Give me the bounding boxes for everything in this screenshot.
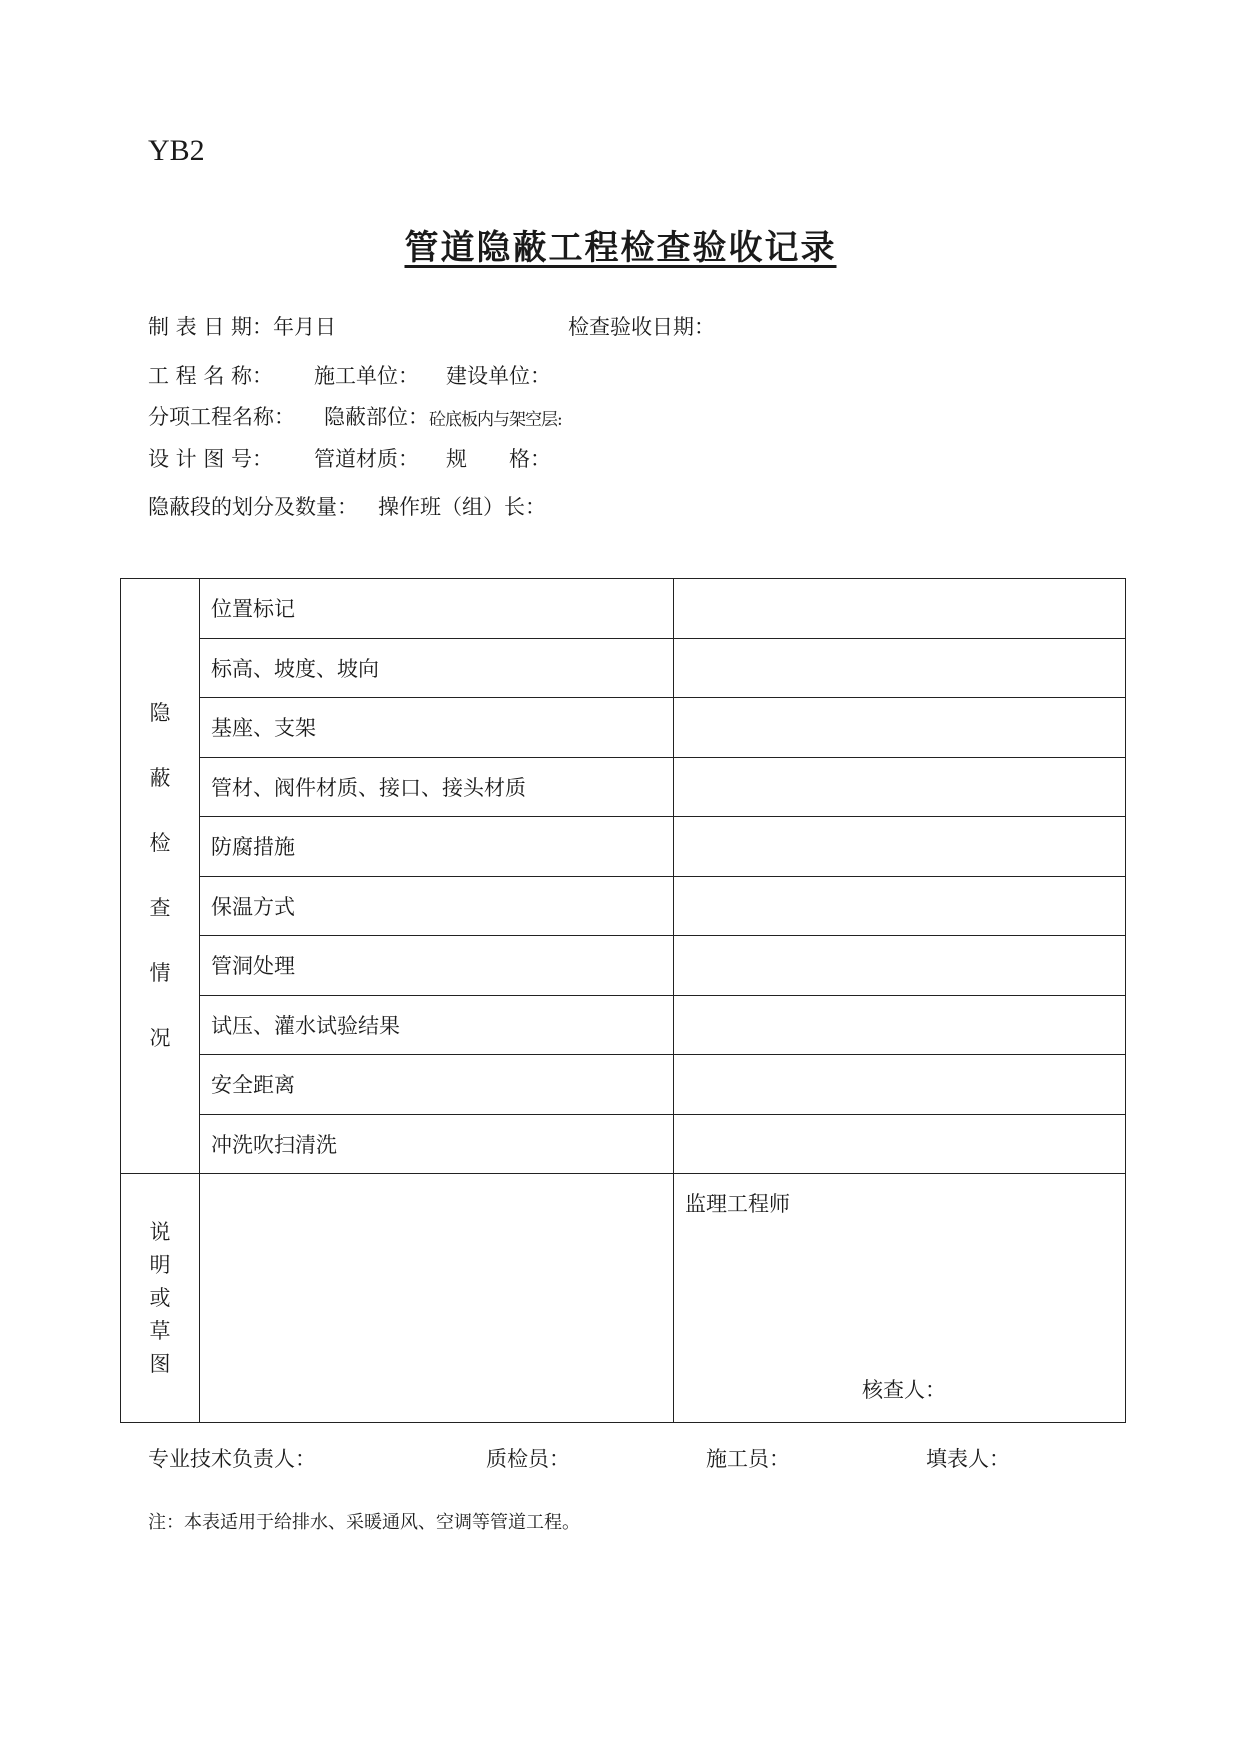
table-row	[121, 698, 1126, 758]
quality-inspector-label: 质检员：	[486, 1447, 570, 1471]
table-row	[121, 995, 1126, 1055]
item-label: 标高、坡度、坡向	[200, 638, 674, 698]
section-label-char: 况	[149, 1026, 171, 1050]
item-value-cell[interactable]	[674, 579, 1126, 639]
drawing-no-label: 设 计 图 号：	[148, 447, 274, 471]
item-label: 管洞处理	[200, 936, 674, 996]
section-label-char: 明	[149, 1252, 171, 1277]
form-code: YB2	[148, 134, 205, 167]
item-value-cell[interactable]	[674, 698, 1126, 758]
page-title-text: 管道隐蔽工程检查验收记录	[404, 228, 837, 268]
remarks-section-label	[121, 1174, 200, 1423]
project-name-label: 工 程 名 称：	[148, 364, 274, 388]
section-label-char: 隐	[149, 701, 171, 725]
table-row	[121, 817, 1126, 877]
item-label: 保温方式	[200, 876, 674, 936]
table-row	[121, 1114, 1126, 1174]
pipe-material-label: 管道材质：	[314, 447, 419, 471]
inspection-table	[120, 578, 1126, 1423]
date-label: 制 表 日 期：年月日	[148, 315, 337, 339]
inspection-date-label: 检查验收日期：	[568, 315, 715, 339]
section-label-char: 图	[149, 1351, 171, 1376]
supervisor-cell[interactable]	[674, 1174, 1126, 1423]
table-row	[121, 1055, 1126, 1115]
item-value-cell[interactable]	[674, 638, 1126, 698]
supervisor-label: 监理工程师	[685, 1192, 790, 1216]
tech-lead-label: 专业技术负责人：	[148, 1447, 316, 1471]
constructor-label: 施工员：	[706, 1447, 790, 1471]
concealed-location-label: 隐蔽部位：	[324, 405, 429, 429]
remarks-sketch-cell[interactable]	[200, 1174, 674, 1423]
item-value-cell[interactable]	[674, 1114, 1126, 1174]
table-row	[121, 1174, 1126, 1423]
concealed-location-value: 砼底板内与架空层:	[429, 410, 562, 430]
section-division-label: 隐蔽段的划分及数量：	[148, 495, 358, 519]
section-label-char: 或	[149, 1285, 171, 1310]
item-label: 基座、支架	[200, 698, 674, 758]
item-value-cell[interactable]	[674, 757, 1126, 817]
item-label: 冲洗吹扫清洗	[200, 1114, 674, 1174]
inspection-section-label	[121, 579, 200, 1174]
filler-label: 填表人：	[926, 1447, 1010, 1471]
section-label-char: 查	[149, 896, 171, 920]
section-label-char: 说	[149, 1219, 171, 1244]
table-row	[121, 876, 1126, 936]
item-label: 防腐措施	[200, 817, 674, 877]
section-label-char: 情	[149, 961, 171, 985]
item-value-cell[interactable]	[674, 1055, 1126, 1115]
page-title	[0, 220, 1241, 269]
checker-label: 核查人：	[862, 1378, 946, 1402]
section-label-char: 检	[149, 831, 171, 855]
item-label: 位置标记	[200, 579, 674, 639]
table-row	[121, 757, 1126, 817]
item-label: 管材、阀件材质、接口、接头材质	[200, 757, 674, 817]
section-label-char: 蔽	[149, 766, 171, 790]
table-row	[121, 579, 1126, 639]
item-value-cell[interactable]	[674, 817, 1126, 877]
item-label: 试压、灌水试验结果	[200, 995, 674, 1055]
item-label: 安全距离	[200, 1055, 674, 1115]
table-row	[121, 638, 1126, 698]
item-value-cell[interactable]	[674, 936, 1126, 996]
section-label-char: 草	[149, 1318, 171, 1343]
item-value-cell[interactable]	[674, 995, 1126, 1055]
item-value-cell[interactable]	[674, 876, 1126, 936]
team-leader-label: 操作班（组）长：	[378, 495, 546, 519]
construction-unit-label: 施工单位：	[314, 364, 419, 388]
sub-project-label: 分项工程名称：	[148, 405, 295, 429]
owner-unit-label: 建设单位：	[446, 364, 551, 388]
spec-label: 规 格：	[446, 447, 551, 471]
table-row	[121, 936, 1126, 996]
footnote: 注：本表适用于给排水、采暖通风、空调等管道工程。	[148, 1512, 580, 1533]
